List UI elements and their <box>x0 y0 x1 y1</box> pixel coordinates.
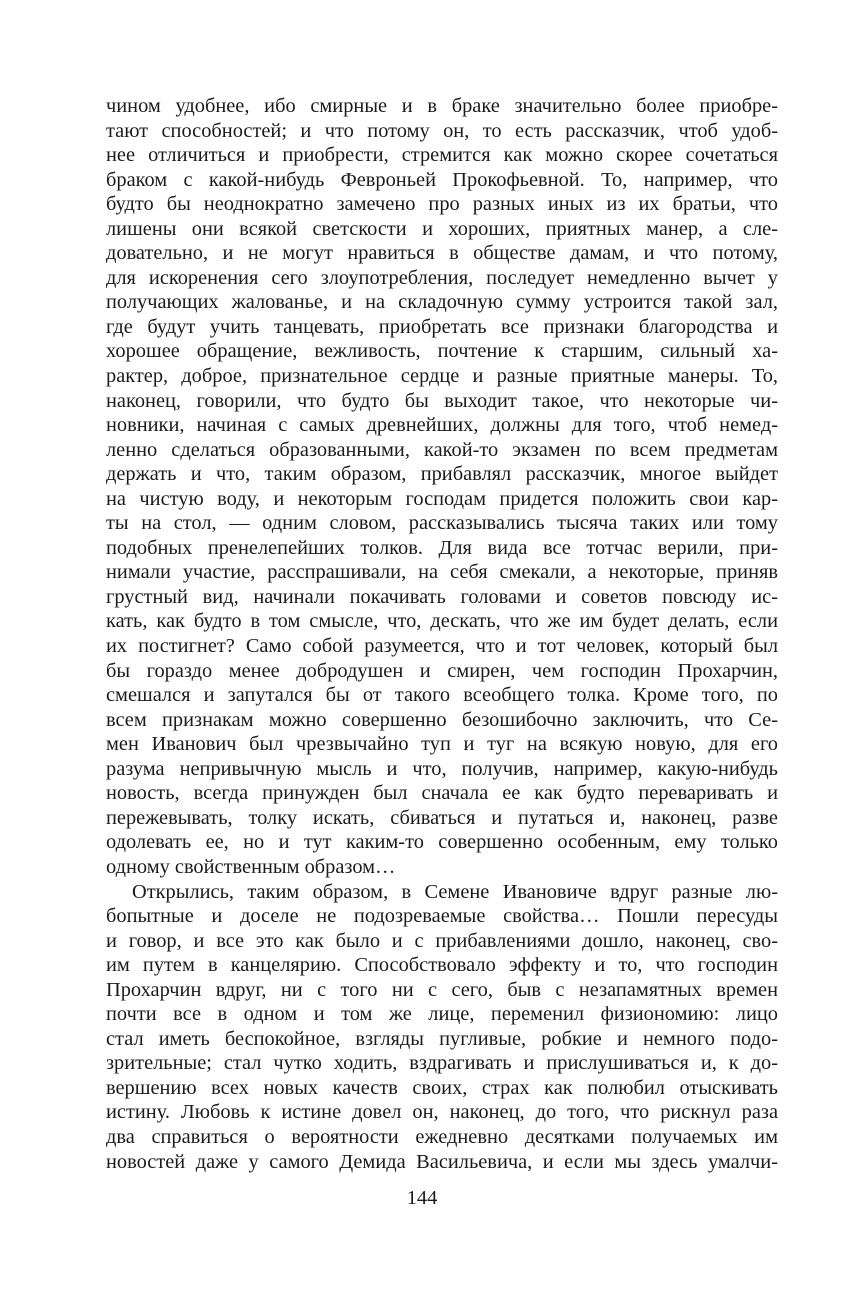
text-line: им путем в канцелярию. Способствовало эффекту и то, что господин <box>106 954 778 977</box>
text-line: Открылись, таким образом, в Семене Ивановиче вдруг разные лю- <box>132 880 778 903</box>
text-line: разума непривычную мысль и что, получив, например, какую-нибудь <box>106 757 778 780</box>
text-line: Прохарчин вдруг, ни с того ни с сего, быв с незапамятных времен <box>106 978 778 1001</box>
text-line: на чистую воду, и некоторым господам придется положить свои кар- <box>106 487 778 510</box>
text-line: вершению всех новых качеств своих, страх как полюбил отыскивать <box>106 1076 778 1099</box>
text-line: мен Иванович был чрезвычайно туп и туг на всякую новую, для его <box>106 733 778 756</box>
text-line: истину. Любовь к истине довел он, наконец, до того, что рискнул раза <box>106 1101 778 1124</box>
text-line: получающих жалованье, и на складочную сумму устроится такой зал, <box>106 291 778 314</box>
text-line: нее отличиться и приобрести, стремится как можно скорее сочетаться <box>106 144 778 167</box>
text-line: для искоренения сего злоупотребления, последует немедленно вычет у <box>106 266 778 289</box>
text-line: бы гораздо менее добродушен и смирен, чем господин Прохарчин, <box>106 659 778 682</box>
text-line: зрительные; стал чутко ходить, вздрагивать и прислушиваться и, к до- <box>106 1052 778 1075</box>
text-line: два справиться о вероятности ежедневно десятками получаемых им <box>106 1125 778 1148</box>
text-line: браком с какой-нибудь Февроньей Прокофьевной. То, например, что <box>106 168 778 191</box>
text-line: их постигнет? Само собой разумеется, что и тот человек, который был <box>106 635 778 658</box>
text-line: ленно сделаться образованными, какой-то экзамен по всем предметам <box>106 438 778 461</box>
text-line: хорошее обращение, вежливость, почтение к старшим, сильный ха- <box>106 340 778 363</box>
text-line: рактер, доброе, признательное сердце и разные приятные манеры. То, <box>106 365 778 388</box>
text-line: и говор, и все это как было и с прибавлениями дошло, наконец, сво- <box>106 929 778 952</box>
text-line: одному свойственным образом… <box>106 855 396 878</box>
text-line: тают способностей; и что потому он, то есть рассказчик, чтоб удоб- <box>106 119 778 142</box>
text-line: пережевывать, толку искать, сбиваться и путаться и, наконец, разве <box>106 806 778 829</box>
text-line: держать и что, таким образом, прибавлял рассказчик, многое выйдет <box>106 463 778 486</box>
text-line: нимали участие, расспрашивали, на себя смекали, а некоторые, приняв <box>106 561 778 584</box>
text-line: смешался и запутался бы от такого всеобщего толка. Кроме того, по <box>106 684 778 707</box>
text-line: довательно, и не могут нравиться в обществе дамам, и что потому, <box>106 242 778 265</box>
text-line: одолевать ее, но и тут каким-то совершенно особенным, ему только <box>106 831 778 854</box>
text-line: грустный вид, начинали покачивать головами и советов повсюду ис- <box>106 585 778 608</box>
text-line: бопытные и доселе не подозреваемые свойства… Пошли пересуды <box>106 905 778 928</box>
text-line: лишены они всякой светскости и хороших, приятных манер, а сле- <box>106 217 778 240</box>
text-line: где будут учить танцевать, приобретать все признаки благородства и <box>106 315 778 338</box>
page-number: 144 <box>406 1187 438 1209</box>
text-line: кать, как будто в том смысле, что, дескать, что же им будет делать, если <box>106 610 778 633</box>
text-line: подобных пренелепейших толков. Для вида все тотчас верили, при- <box>106 536 778 559</box>
body-text <box>106 94 778 1174</box>
text-line: всем признакам можно совершенно безошибочно заключить, что Се- <box>106 708 778 731</box>
text-line: наконец, говорили, что будто бы выходит такое, что некоторые чи- <box>106 389 778 412</box>
text-line: стал иметь беспокойное, взгляды пугливые, робкие и немного подо- <box>106 1027 778 1050</box>
text-line: чином удобнее, ибо смирные и в браке значительно более приобре- <box>106 95 778 117</box>
text-line: новость, всегда принужден был сначала ее как будто переваривать и <box>106 782 778 805</box>
text-line: будто бы неоднократно замечено про разных иных из их братьи, что <box>106 193 778 216</box>
text-line: новники, начиная с самых древнейших, должны для того, чтоб немед- <box>106 414 778 437</box>
text-line: ты на стол, — одним словом, рассказывались тысяча таких или тому <box>106 512 778 535</box>
text-line: почти все в одном и том же лице, переменил физиономию: лицо <box>106 1003 778 1026</box>
text-line: новостей даже у самого Демида Васильевича, и если мы здесь умалчи- <box>106 1150 778 1173</box>
